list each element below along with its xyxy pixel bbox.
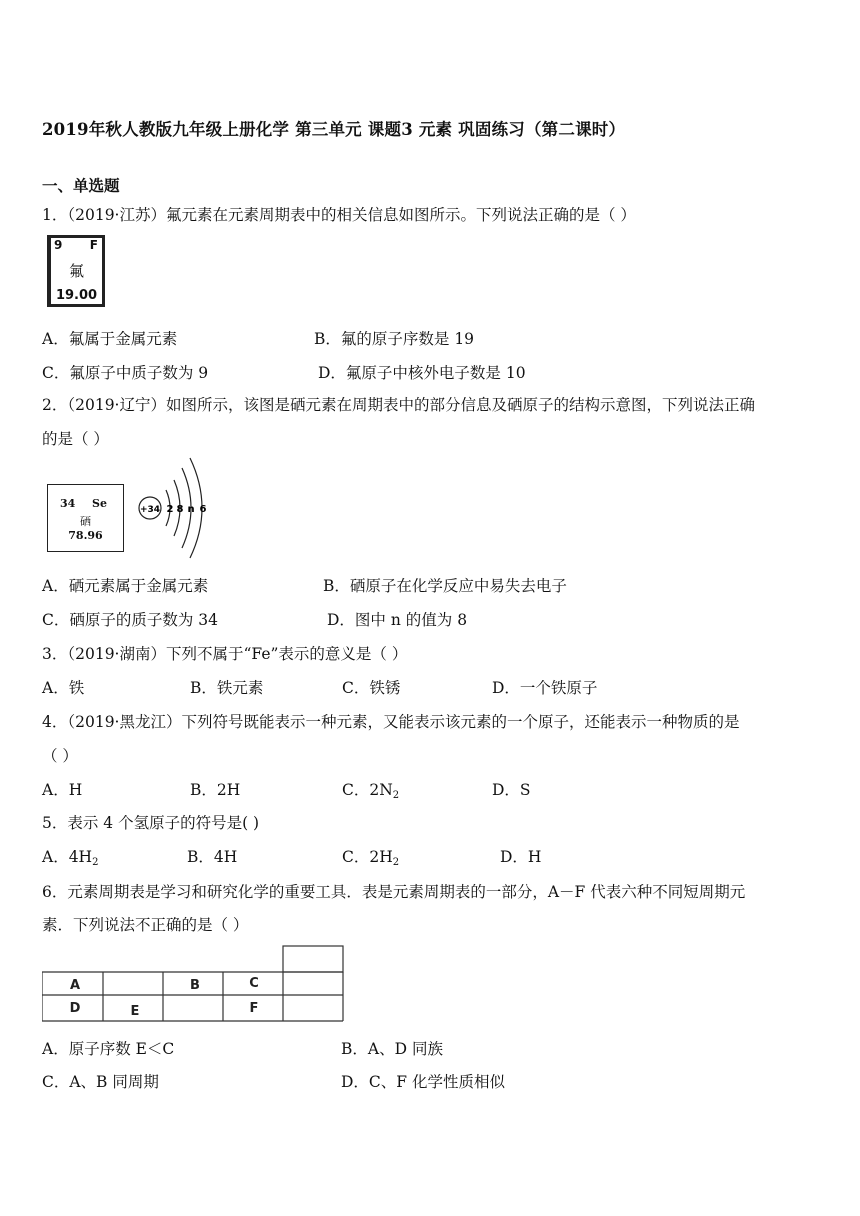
question-2-stem-line2: 的是（ ）	[42, 430, 109, 448]
cell-b: B	[190, 978, 200, 993]
q1-option-a: A．氟属于金属元素	[42, 330, 178, 348]
selenium-element-card	[47, 484, 124, 552]
q5-option-b: B．4H	[187, 848, 238, 866]
element-name: 硒	[80, 515, 91, 528]
document-title: 2019年秋人教版九年级上册化学 第三单元 课题3 元素 巩固练习（第二课时）	[42, 120, 626, 139]
q3-option-a: A．铁	[42, 679, 85, 697]
question-1-stem: 1．（2019·江苏）氟元素在元素周期表中的相关信息如图所示。下列说法正确的是（ ）	[42, 206, 636, 224]
q5-option-a: A．$4H_2$	[42, 848, 99, 868]
question-3-stem: 3．（2019·湖南）下列不属于“Fe”表示的意义是（ ）	[42, 645, 408, 663]
element-symbol: F	[89, 238, 98, 252]
element-name: 氟	[68, 262, 84, 280]
cell-f: F	[249, 1001, 259, 1016]
q6-option-b: B．A、D 同族	[341, 1040, 443, 1058]
q5-option-c: C．$2H_2$	[342, 848, 400, 868]
question-4-stem-line2: （ ）	[42, 747, 78, 765]
shell-3-electrons: n	[187, 504, 195, 515]
q1-option-b: B．氟的原子序数是 19	[314, 330, 475, 348]
nucleus-charge: +34	[139, 505, 161, 515]
element-mass: 19.00	[55, 288, 98, 303]
shell-1-electrons: 2	[166, 504, 174, 515]
q4-option-b: B．2H	[190, 781, 241, 799]
question-5-stem: 5．表示 4 个氢原子的符号是( )	[42, 814, 260, 832]
selenium-atom-structure-diagram	[132, 452, 222, 562]
question-2-stem-line1: 2．（2019·辽宁）如图所示，该图是硒元素在周期表中的部分信息及硒原子的结构示意图，下列说法正确	[42, 396, 755, 414]
q4-option-c: C．$2N_2$	[342, 781, 400, 801]
cell-a: A	[69, 978, 81, 993]
q2-option-c: C．硒原子的质子数为 34	[42, 611, 219, 629]
cell-c: C	[249, 976, 259, 991]
q3-option-b: B．铁元素	[190, 679, 264, 697]
q3-option-d: D．一个铁原子	[492, 679, 598, 697]
q1-option-c: C．氟原子中质子数为 9	[42, 364, 209, 382]
q6-option-a: A．原子序数 E＜C	[42, 1040, 175, 1058]
shell-2-electrons: 8	[176, 504, 184, 515]
q6-option-c: C．A、B 同周期	[42, 1073, 159, 1091]
q6-option-d: D．C、F 化学性质相似	[341, 1073, 505, 1091]
element-mass: 78.96	[68, 529, 103, 542]
question-6-stem-line2: 素．下列说法不正确的是（ ）	[42, 916, 249, 934]
question-6-stem-line1: 6．元素周期表是学习和研究化学的重要工具．表是元素周期表的一部分，A－F 代表六种不同短周期元	[42, 883, 746, 901]
element-number: 9	[54, 238, 63, 252]
element-number: 34	[60, 497, 76, 510]
section-heading: 一、单选题	[42, 176, 120, 195]
periodic-table-fragment	[42, 945, 346, 1023]
q4-option-a: A．H	[42, 781, 83, 799]
q2-option-b: B．硒原子在化学反应中易失去电子	[323, 577, 567, 595]
q1-option-d: D．氟原子中核外电子数是 10	[318, 364, 526, 382]
element-symbol: Se	[92, 497, 107, 510]
cell-d: D	[69, 1001, 81, 1016]
q4-option-d: D．S	[492, 781, 531, 799]
q3-option-c: C．铁锈	[342, 679, 401, 697]
shell-4-electrons: 6	[199, 504, 207, 515]
q2-option-a: A．硒元素属于金属元素	[42, 577, 209, 595]
question-4-stem-line1: 4．（2019·黑龙江）下列符号既能表示一种元素，又能表示该元素的一个原子，还能表示一种物质的是	[42, 713, 740, 731]
fluorine-element-card	[47, 235, 105, 307]
cell-e: E	[130, 1004, 140, 1019]
q2-option-d: D．图中 n 的值为 8	[327, 611, 468, 629]
q5-option-d: D．H	[500, 848, 542, 866]
